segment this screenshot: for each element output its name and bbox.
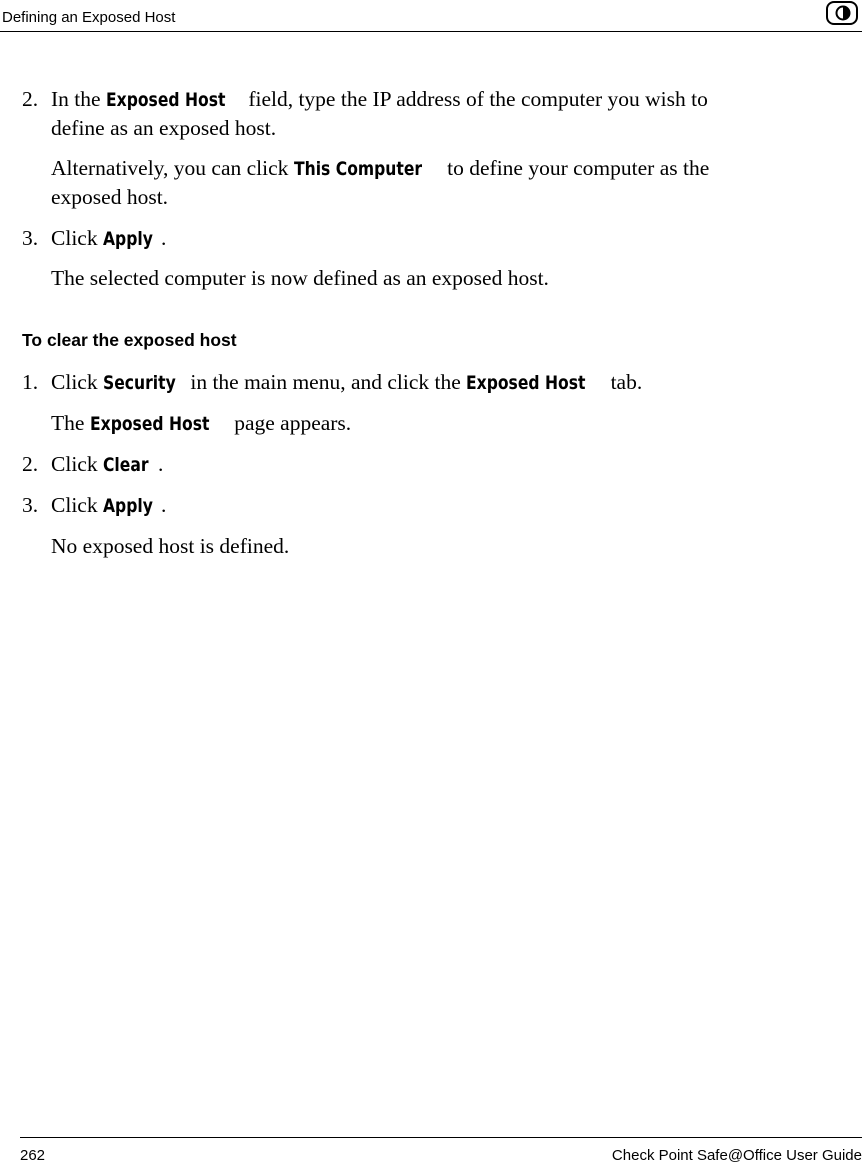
- ui-term: Apply: [102, 495, 153, 517]
- page-number: 262: [20, 1147, 46, 1164]
- ui-term: Security: [102, 372, 176, 394]
- check-point-logo-icon: [826, 1, 858, 25]
- step-number: 1.: [22, 370, 39, 394]
- step-text: tab.: [605, 370, 643, 394]
- ui-term: Apply: [102, 228, 153, 250]
- step-text: Click: [51, 370, 103, 394]
- section-heading: To clear the exposed host: [22, 330, 237, 350]
- step-text: Click: [51, 493, 103, 517]
- ui-term: This Computer: [293, 158, 422, 180]
- step-text: .: [160, 226, 167, 250]
- guide-title: Check Point Safe@Office User Guide: [611, 1147, 862, 1164]
- step-text: .: [157, 452, 164, 476]
- note-text: to define your computer as the: [441, 156, 710, 180]
- alternative-note: [51, 155, 709, 182]
- page-header: [0, 0, 862, 32]
- step-number: 3.: [22, 226, 39, 250]
- step-number: 2.: [22, 452, 39, 476]
- step-2-continuation: define as an exposed host.: [51, 116, 277, 140]
- alternative-note-continuation: exposed host.: [51, 185, 169, 209]
- header-title: Defining an Exposed Host: [2, 9, 176, 26]
- step-text: in the main menu, and click the: [184, 370, 467, 394]
- page-footer: [20, 1137, 862, 1164]
- step-text: In the: [51, 87, 106, 111]
- ui-term: Exposed Host: [466, 372, 586, 394]
- ui-term: Exposed Host: [89, 413, 210, 435]
- note-text: Alternatively, you can click: [51, 156, 294, 180]
- step-number: 3.: [22, 493, 39, 517]
- step-text: Click: [51, 452, 103, 476]
- step-text: .: [160, 493, 167, 517]
- clear-step-1-result: [51, 410, 351, 437]
- result-text: page appears.: [228, 411, 352, 435]
- ui-term: Exposed Host: [105, 89, 226, 111]
- step-3-result: The selected computer is now defined as an exposed host.: [51, 266, 549, 290]
- ui-term: Clear: [102, 454, 149, 476]
- clear-step-3-result: No exposed host is defined.: [51, 534, 290, 558]
- step-number: 2.: [22, 87, 39, 111]
- step-text: Click: [51, 226, 103, 250]
- result-text: The: [51, 411, 90, 435]
- step-text: field, type the IP address of the computer you wish to: [242, 87, 708, 111]
